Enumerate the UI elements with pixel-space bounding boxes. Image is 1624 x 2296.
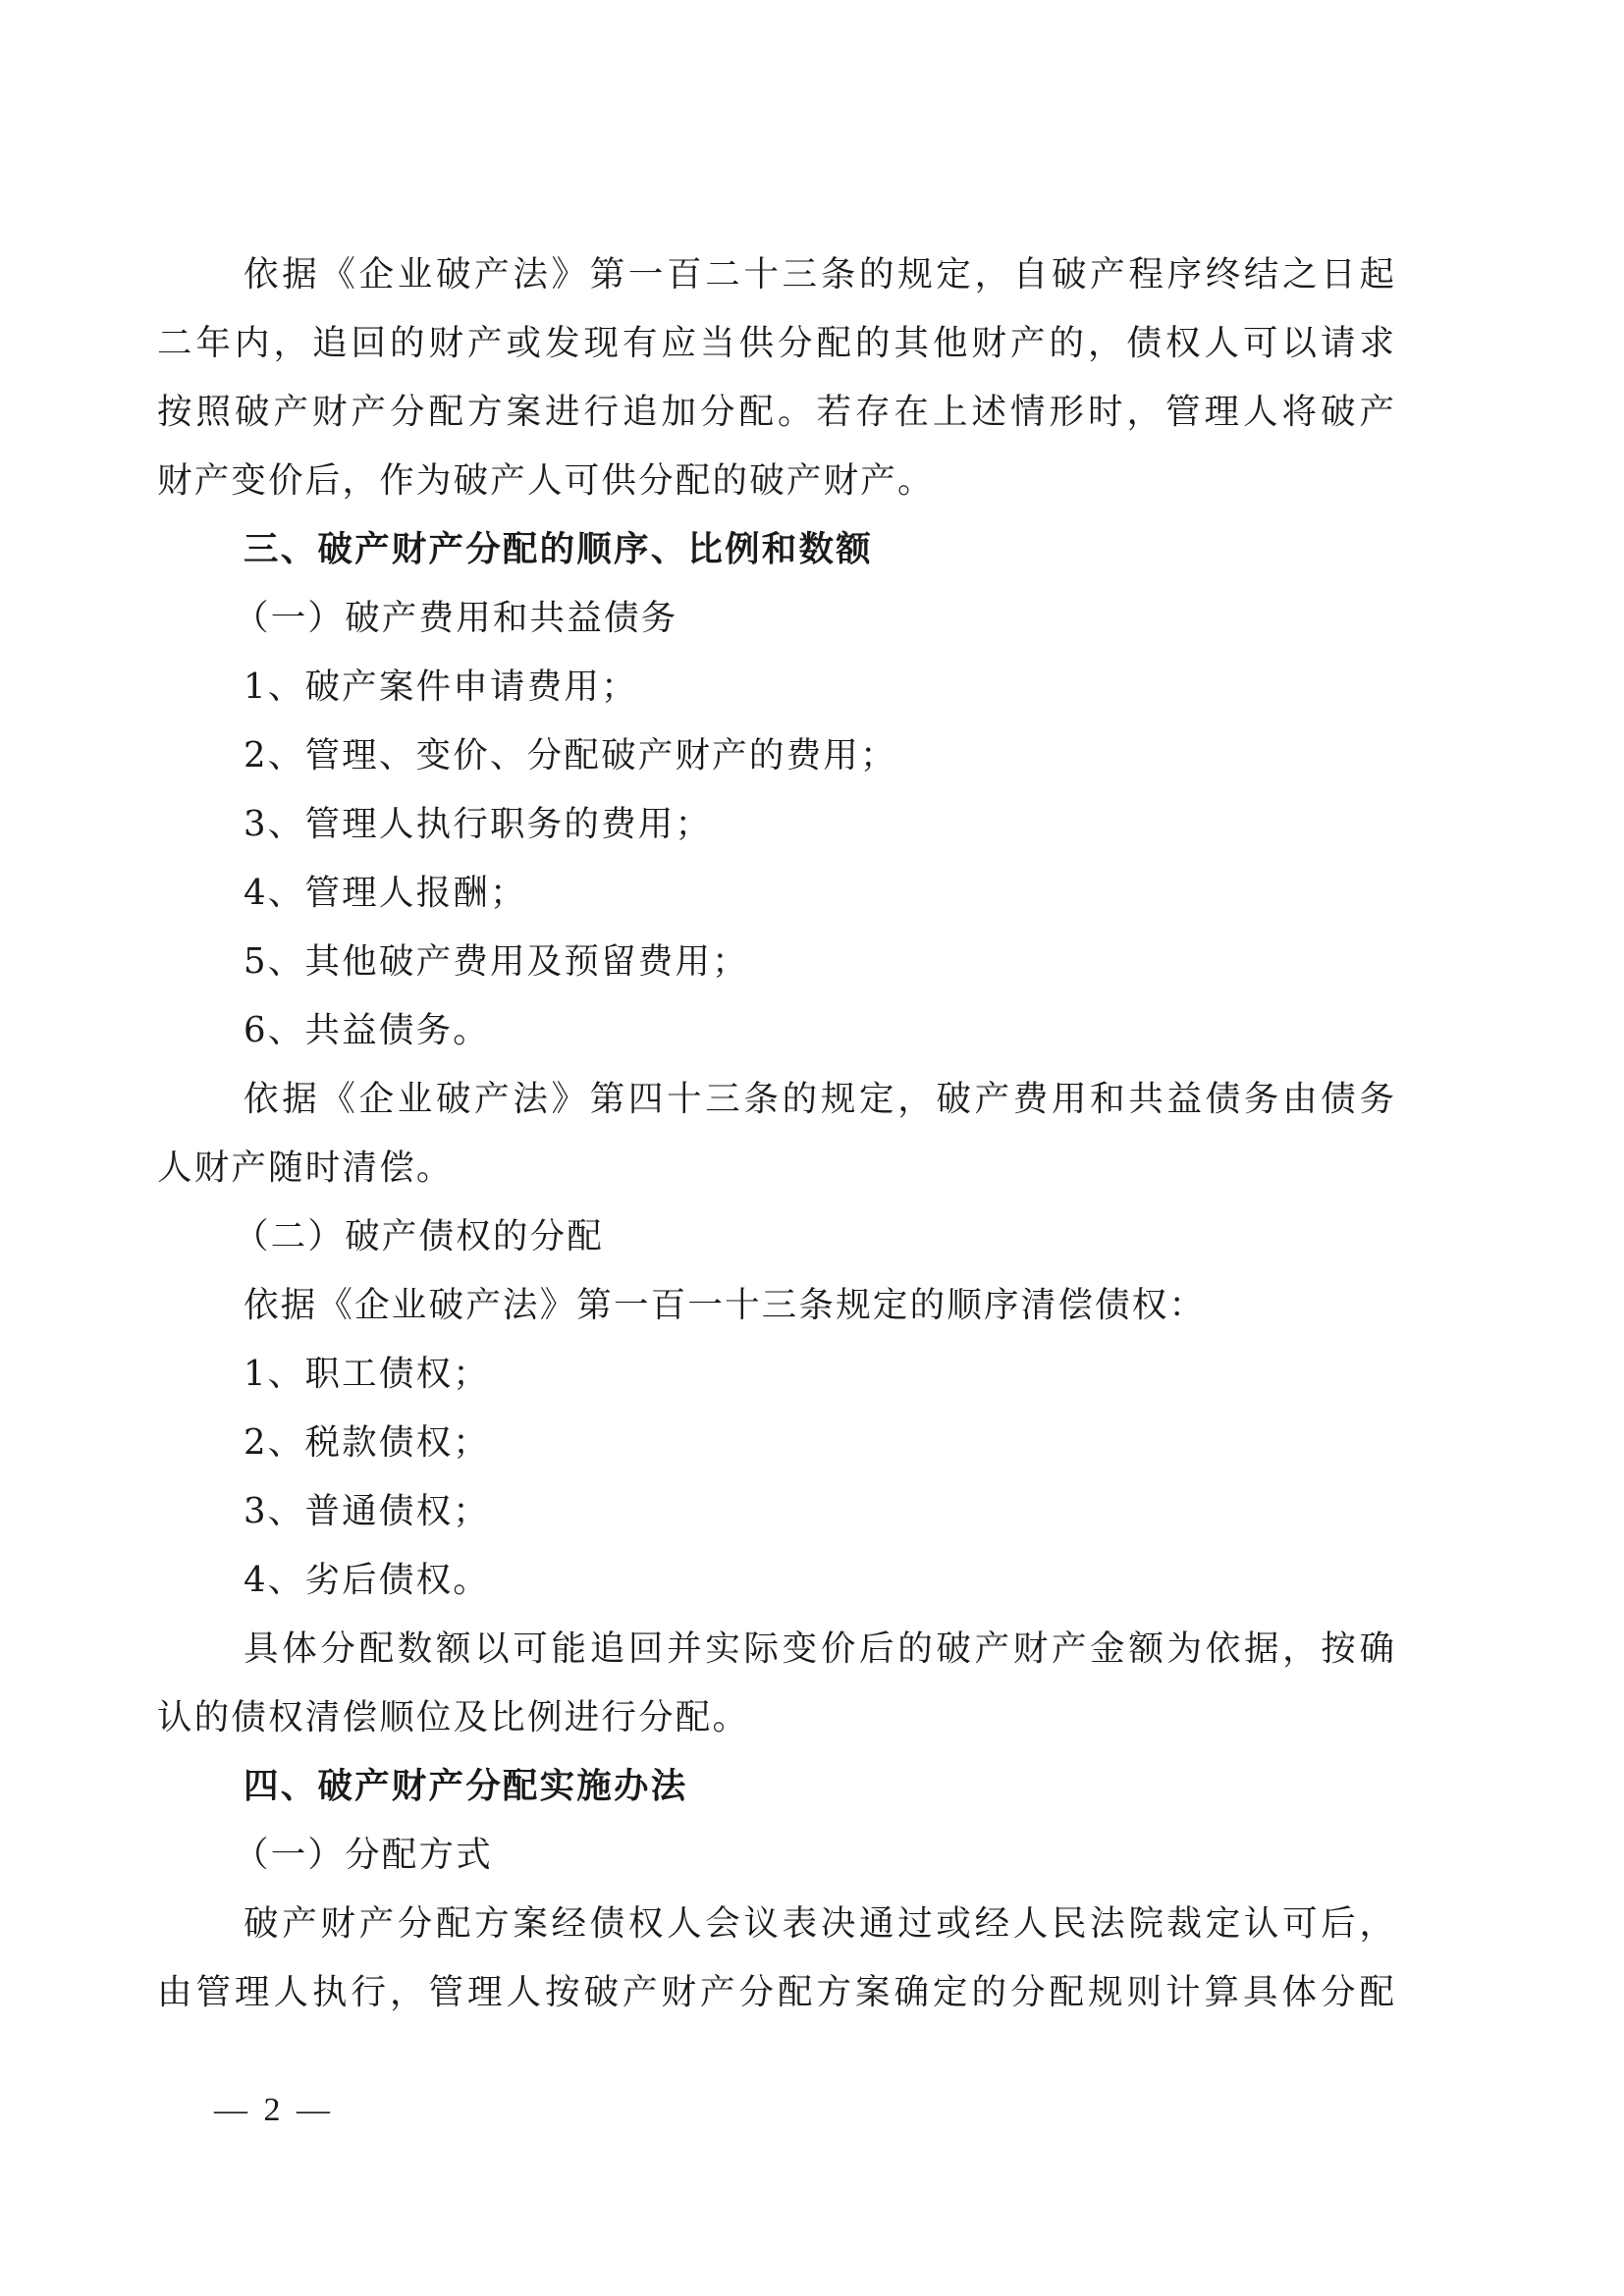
subsection-3-heading: （一）分配方式 <box>234 1835 493 1875</box>
list-1-item-6: 6、共益债务。 <box>244 1010 490 1050</box>
paragraph-4-line-2: 认的债权清偿顺位及比例进行分配。 <box>157 1697 750 1737</box>
list-2-item-2: 2、税款债权； <box>244 1422 490 1463</box>
list-2-item-1: 1、职工债权； <box>244 1354 490 1394</box>
subsection-2-heading: （二）破产债权的分配 <box>234 1216 605 1256</box>
paragraph-5-line-2: 由管理人执行，管理人按破产财产分配方案确定的分配规则计算具体分配 <box>157 1972 1394 2012</box>
paragraph-1-line-1: 依据《企业破产法》第一百二十三条的规定，自破产程序终结之日起 <box>244 254 1394 294</box>
section-4-heading: 四、破产财产分配实施办法 <box>244 1766 688 1806</box>
paragraph-1-line-2: 二年内，追回的财产或发现有应当供分配的其他财产的，债权人可以请求 <box>157 323 1394 363</box>
section-3-heading: 三、破产财产分配的顺序、比例和数额 <box>244 529 873 569</box>
list-2-item-3: 3、普通债权； <box>244 1491 490 1531</box>
page-number: — 2 — <box>214 2092 334 2128</box>
paragraph-2-line-1: 依据《企业破产法》第四十三条的规定，破产费用和共益债务由债务 <box>244 1079 1394 1119</box>
paragraph-1-line-4: 财产变价后，作为破产人可供分配的破产财产。 <box>157 460 935 501</box>
paragraph-5-line-1: 破产财产分配方案经债权人会议表决通过或经人民法院裁定认可后， <box>244 1903 1394 1944</box>
list-1-item-2: 2、管理、变价、分配破产财产的费用； <box>244 735 897 775</box>
list-1-item-5: 5、其他破产费用及预留费用； <box>244 941 749 982</box>
subsection-1-heading: （一）破产费用和共益债务 <box>234 598 678 638</box>
paragraph-3: 依据《企业破产法》第一百一十三条规定的顺序清偿债权： <box>244 1285 1207 1325</box>
list-1-item-4: 4、管理人报酬； <box>244 873 527 913</box>
list-2-item-4: 4、劣后债权。 <box>244 1560 490 1600</box>
list-1-item-3: 3、管理人执行职务的费用； <box>244 804 713 844</box>
paragraph-4-line-1: 具体分配数额以可能追回并实际变价后的破产财产金额为依据，按确 <box>244 1629 1394 1669</box>
list-1-item-1: 1、破产案件申请费用； <box>244 667 638 707</box>
paragraph-1-line-3: 按照破产财产分配方案进行追加分配。若存在上述情形时，管理人将破产 <box>157 392 1394 432</box>
paragraph-2-line-2: 人财产随时清偿。 <box>157 1148 454 1188</box>
